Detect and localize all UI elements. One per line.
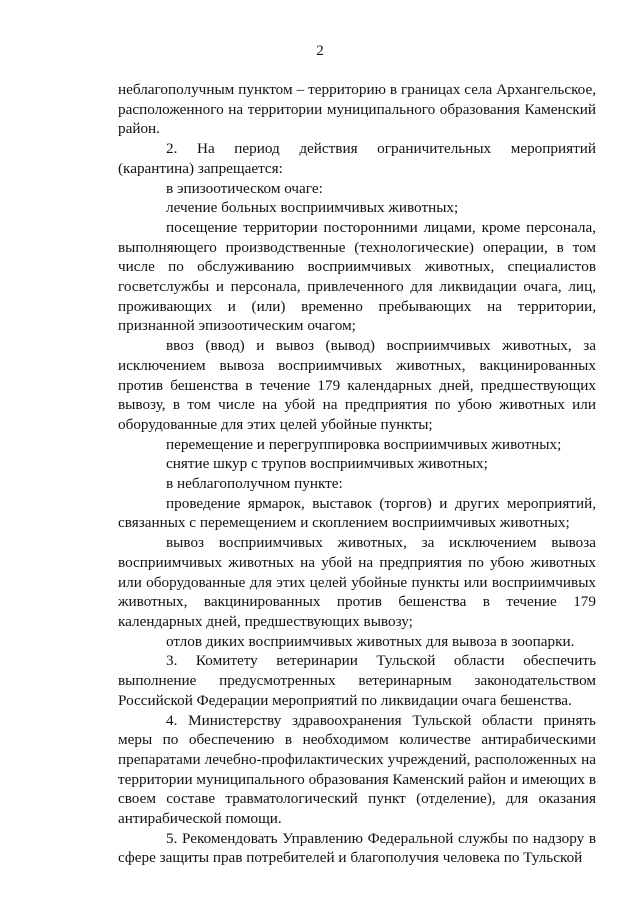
page-number: 2 bbox=[316, 43, 324, 59]
paragraph-3: 3. Комитету ветеринарии Тульской области обеспечить выполнение предусмотренных ветеринарным законодательством Российской Федерации мероприятий по ликвидации очага бешенства. bbox=[118, 652, 596, 709]
paragraph-2-movement: перемещение и перегруппировка восприимчивых животных; bbox=[166, 435, 562, 453]
paragraph-5: 5. Рекомендовать Управлению Федеральной службы по надзору в сфере защиты прав потребителей и благополучия человека по Тульской bbox=[118, 829, 596, 867]
paragraph-2-epizootic-focus: в эпизоотическом очаге: bbox=[166, 179, 323, 197]
paragraph-2-fairs: проведение ярмарок, выставок (торгов) и других мероприятий, связанных с перемещением и скоплением восприимчивых животных; bbox=[118, 494, 596, 532]
paragraph-2-wild-animals: отлов диких восприимчивых животных для вывоза в зоопарки. bbox=[166, 632, 575, 650]
paragraph-2-unfavourable-point: в неблагополучном пункте: bbox=[166, 475, 343, 493]
paragraph-2-import-export: ввоз (ввод) и вывоз (вывод) восприимчивых животных, за исключением вывоза восприимчивых животных, вакцинированных против бешенства в течение 179 календарных дней, предшествующих вывозу, в том числе на убой на предприятия по убою животных или оборудованные для этих целей убойные пункты; bbox=[118, 337, 596, 433]
paragraph-2-treatment: лечение больных восприимчивых животных; bbox=[166, 199, 459, 217]
paragraph-2-visiting: посещение территории посторонними лицами, кроме персонала, выполняющего производственные (технологические) операции, в том числе по обслуживанию восприимчивых животных, специалистов госветслужбы и персонала, привлеченного для ликвидации очага, лиц, проживающих и (или) временно пребывающих на территории, признанной эпизоотическим очагом; bbox=[118, 218, 596, 335]
document-body bbox=[118, 80, 596, 868]
paragraph-2-export: вывоз восприимчивых животных, за исключением вывоза восприимчивых животных на убой на предприятия по убою животных или оборудованные для этих целей убойные пункты или восприимчивых животных, вакцинированных против бешенства в течение 179 календарных дней, предшествующих вывозу; bbox=[118, 534, 596, 630]
paragraph-1-continuation: неблагополучным пунктом – территорию в границах села Архангельское, расположенного на территории муниципального образования Каменский район. bbox=[118, 81, 596, 138]
paragraph-2-skins: снятие шкур с трупов восприимчивых животных; bbox=[166, 455, 488, 473]
paragraph-4: 4. Министерству здравоохранения Тульской области принять меры по обеспечению в необходимом количестве антирабическими препаратами лечебно-профилактических учреждений, расположенных на территории муниципального образования Каменский район и имеющих в своем составе травматологический пункт (отделение), для оказания антирабической помощи. bbox=[118, 711, 596, 828]
paragraph-2: 2. На период действия ограничительных мероприятий (карантина) запрещается: bbox=[118, 140, 596, 177]
